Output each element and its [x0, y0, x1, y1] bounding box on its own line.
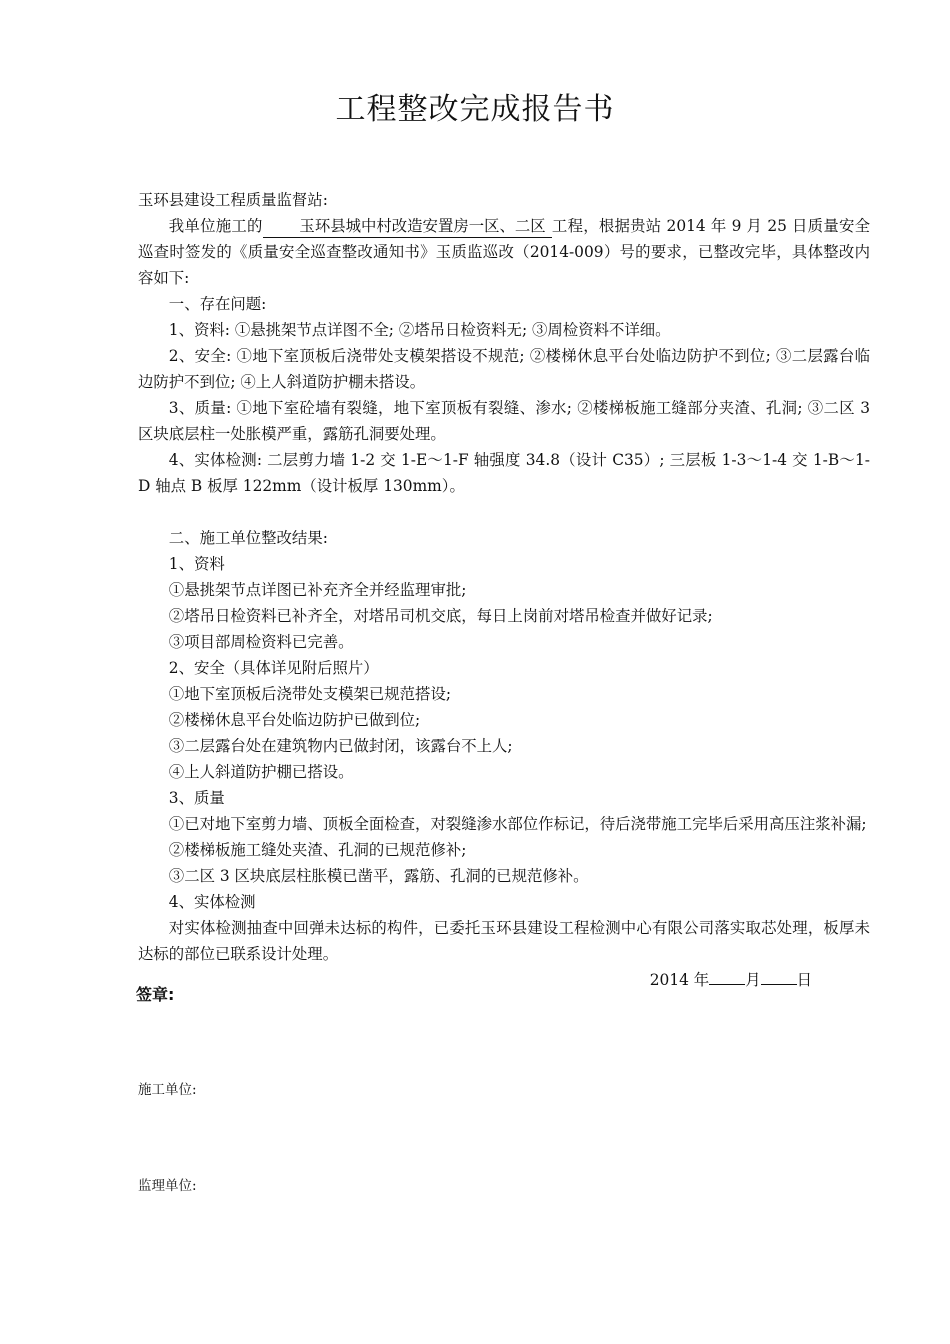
result-line: ①地下室顶板后浇带处支模架已规范搭设;	[168, 685, 452, 703]
recipient: 玉环县建设工程质量监督站:	[138, 191, 328, 209]
problem-item-4: 4、实体检测: 二层剪力墙 1-2 交 1-E～1-F 轴强度 34.8（设计 C35）; 三层板 1-3～1-4 交 1-B～1-D 轴点 B 板厚 122mm（设计板厚 130mm）。	[138, 451, 870, 495]
result-line: ③二层露台处在建筑物内已做封闭，该露台不上人;	[168, 737, 513, 755]
results-heading: 二、施工单位整改结果:	[168, 529, 328, 547]
construction-unit-label: 施工单位:	[138, 1082, 197, 1098]
result-line: ①已对地下室剪力墙、顶板全面检查，对裂缝渗水部位作标记，待后浇带施工完毕后采用高压注浆补漏;	[168, 815, 867, 833]
problem-item-1: 1、资料: ①悬挑架节点详图不全; ②塔吊日检资料无; ③周检资料不详细。	[168, 321, 671, 339]
date-month: 月	[745, 971, 761, 989]
result-section-testing: 4、实体检测	[168, 893, 256, 911]
date-year: 2014 年	[649, 971, 710, 989]
result-line: ④上人斜道防护棚已搭设。	[168, 763, 354, 781]
spacer	[138, 499, 870, 525]
document-title: 工程整改完成报告书	[335, 92, 615, 127]
supervision-unit-label: 监理单位:	[138, 1178, 197, 1194]
result-line: ①悬挑架节点详图已补充齐全并经监理审批;	[168, 581, 467, 599]
result-section-safety: 2、安全（具体详见附后照片）	[168, 659, 379, 677]
signature-label: 签章:	[136, 985, 175, 1004]
result-line: ②楼梯休息平台处临边防护已做到位;	[168, 711, 421, 729]
day-blank	[761, 968, 797, 985]
problem-item-3: 3、质量: ①地下室砼墙有裂缝，地下室顶板有裂缝、渗水; ②楼梯板施工缝部分夹渣、孔洞; ③二区 3 区块底层柱一处胀模严重，露筋孔洞要处理。	[138, 399, 870, 443]
intro-part2: 工程，根据贵站 2014 年 9 月 25 日质量安全巡查时签发的《质量安全巡查整改通知书》玉质监巡改（2014-009）号的要求，已整改完毕，具体整改内容如下:	[138, 217, 870, 287]
date-line	[138, 967, 870, 993]
result-line: ②楼梯板施工缝处夹渣、孔洞的已规范修补;	[168, 841, 467, 859]
result-line: ③二区 3 区块底层柱胀模已凿平，露筋、孔洞的已规范修补。	[168, 867, 589, 885]
problem-item-2: 2、安全: ①地下室顶板后浇带处支模架搭设不规范; ②楼梯休息平台处临边防护不到位; ③二层露台临边防护不到位; ④上人斜道防护棚未搭设。	[138, 347, 870, 391]
problems-heading: 一、存在问题:	[168, 295, 267, 313]
document-body	[138, 187, 870, 993]
result-section-docs: 1、资料	[168, 555, 225, 573]
result-line: ②塔吊日检资料已补齐全，对塔吊司机交底，每日上岗前对塔吊检查并做好记录;	[168, 607, 713, 625]
result-section-quality: 3、质量	[168, 789, 225, 807]
project-name: 玉环县城中村改造安置房一区、二区	[263, 215, 552, 238]
intro-part1: 我单位施工的	[168, 217, 263, 235]
intro-paragraph	[138, 213, 870, 291]
date-day: 日	[796, 971, 812, 989]
result-line: 对实体检测抽查中回弹未达标的构件，已委托玉环县建设工程检测中心有限公司落实取芯处理，板厚未达标的部位已联系设计处理。	[138, 919, 870, 963]
result-line: ③项目部周检资料已完善。	[168, 633, 354, 651]
month-blank	[709, 968, 745, 985]
